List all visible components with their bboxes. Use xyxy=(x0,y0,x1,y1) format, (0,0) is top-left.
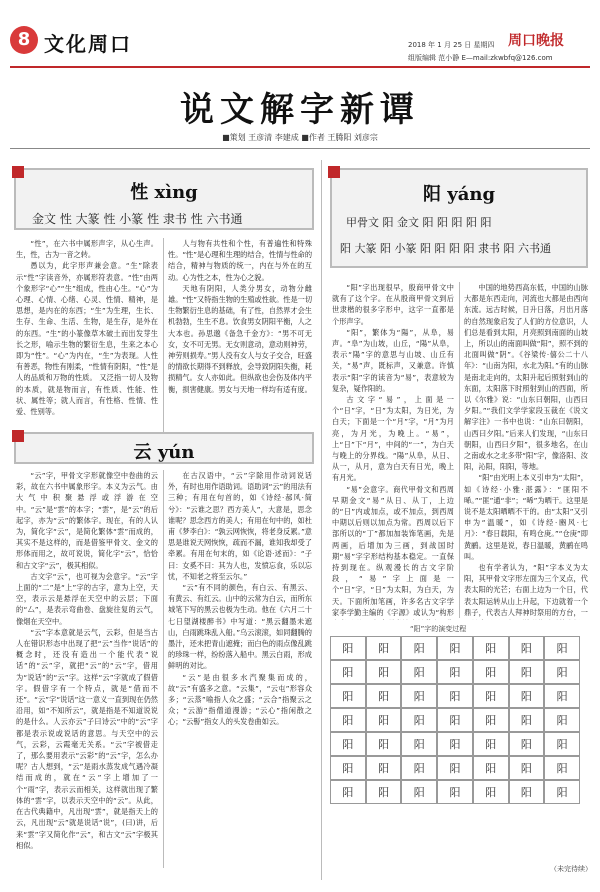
evolution-glyph-cell: 阳 xyxy=(544,660,580,684)
evolution-glyph-cell: 阳 xyxy=(401,756,437,780)
yun-title: 云 yún xyxy=(133,442,195,463)
xing-title-box xyxy=(14,168,314,230)
evolution-glyph-cell: 阳 xyxy=(437,708,473,732)
yun-paragraph: “云”有不同的颜色，有白云、有黑云、有黄云、有红云。山中的云常为白云，而所东城笔下写的黑云也极为生动。他在《六月二十七日望湖楼醉书》中写道：“黑云翻墨未遮山，白雨跳珠乱入船。”乌云滚滚，如同翻腾的墨汁，还未把青山遮掩；而白色的雨点像乱跳的珍珠一样，纷纷落入船中。黑云白雨，形成鲜明的对比。 xyxy=(168,583,312,671)
evolution-glyph-cell: 阳 xyxy=(509,732,545,756)
evolution-glyph-cell: 阳 xyxy=(509,636,545,660)
evolution-glyph-cell: 阳 xyxy=(401,636,437,660)
yun-paragraph: “云”字，甲骨文字形就像空中卷曲的云彩，故在六书中属象形字。本义为云气。由大气中积聚悬浮或浮游在空中。“云”是“雲”的本字；“雲”，是“云”的后起字，亦为“云”的繁体字。现在，有的人认为，简化字“云”，是简化繁体“雲”而成的，其实不是这样的，而是借鉴甲骨文、金文的形体而用之，故可说说，简化字“云”，恰恰和古文字“云”，极其相似。 xyxy=(16,471,158,570)
evolution-glyph-cell: 阳 xyxy=(509,780,545,804)
evolution-glyph-cell: 阳 xyxy=(509,684,545,708)
yang-title-box xyxy=(330,168,588,268)
evolution-glyph-cell: 阳 xyxy=(401,732,437,756)
page-header xyxy=(0,0,600,66)
evolution-glyph-cell: 阳 xyxy=(544,732,580,756)
xing-glyph-line: 金文 性 大篆 性 小篆 性 隶书 性 六书通 xyxy=(32,212,243,226)
evolution-glyph-cell: 阳 xyxy=(330,660,366,684)
evolution-glyph-cell: 阳 xyxy=(473,684,509,708)
yun-paragraph: 古文字“云”，也可视为会意字。“云”字上面的“二”是“上”字的古字，意为上空，天空，表示云是悬浮在天空中的云层；下面的“厶”，是表示弯曲卷、盘旋往复的云气，像烟在天空中。 xyxy=(16,571,158,626)
page-column-separator xyxy=(321,160,322,880)
title-divider xyxy=(10,148,590,149)
evolution-glyph-cell: 阳 xyxy=(366,780,402,804)
evolution-glyph-cell: 阳 xyxy=(437,684,473,708)
evolution-glyph-cell: 阳 xyxy=(401,708,437,732)
evolution-glyph-cell: 阳 xyxy=(401,660,437,684)
evolution-glyph-cell: 阳 xyxy=(437,756,473,780)
evolution-glyph-cell: 阳 xyxy=(509,756,545,780)
yun-title-box xyxy=(14,432,314,464)
newspaper-logo: 周口晚报 xyxy=(508,33,564,49)
evolution-glyph-cell: 阳 xyxy=(366,708,402,732)
evolution-glyph-cell: 阳 xyxy=(473,756,509,780)
yang-paragraph: 也有学者认为，“阳”字本义为太阳，其甲骨文字形左面为三个叉点，代表太阳的光芒；右面上边为一个日，代表太阳运转从山上升起，下边就着一个鼎子，代表古人拜神时祭用的方台，一 xyxy=(464,563,588,617)
evolution-glyph-cell: 阳 xyxy=(366,684,402,708)
evolution-table-caption: “阳”字的演变过程 xyxy=(410,625,467,633)
evolution-glyph-cell: 阳 xyxy=(544,756,580,780)
xing-column-1 xyxy=(16,238,158,436)
yang-paragraph: “阳”由光明上本义引申为“太阳”，如《诗经·小雅·湛露》：“匪阳不晞。”“匪”通“非”；“晞”为晒干。这里是说不是太阳晒晒不干的。由“太阳”又引申为“温暖”，如《诗经·豳风·七月》：“春日载阳，有鸣仓庚。”“仓庚”即黄鹂。这里是说，春日温暖，黄鹂在鸣叫。 xyxy=(464,473,588,561)
yun-column-2 xyxy=(168,470,312,870)
byline: ■策划 王彦清 李建成 ■作者 王腾阳 刘彦宗 xyxy=(222,133,378,142)
yun-paragraph: “云”是由很多水汽聚集而成的，故“云”有盛多之意。“云集”，“云屯”形容众多；“云蒸”喻指人众之盛；“云合”指聚云之众；“云游”指僧道漫游；“云心”指闲散之心；“云髻”指女人的头发卷曲如云。 xyxy=(168,672,312,727)
evolution-glyph-cell: 阳 xyxy=(401,684,437,708)
column-separator xyxy=(163,238,164,434)
evolution-glyph-cell: 阳 xyxy=(544,636,580,660)
yun-column-1 xyxy=(16,470,158,870)
section-name: 文化周口 xyxy=(44,32,132,56)
evolution-glyph-cell: 阳 xyxy=(366,756,402,780)
page-number: 8 xyxy=(10,26,38,54)
evolution-glyph-cell: 阳 xyxy=(473,636,509,660)
editor-line: 组版编辑 范小静 E—mail:zkwbfq@126.com xyxy=(408,54,553,62)
evolution-glyph-cell: 阳 xyxy=(330,636,366,660)
evolution-glyph-cell: 阳 xyxy=(473,708,509,732)
yang-column-1 xyxy=(332,282,454,620)
yang-title: 阳 yáng xyxy=(422,184,496,205)
yang-column-2 xyxy=(464,282,588,620)
evolution-glyph-cell: 阳 xyxy=(473,732,509,756)
evolution-glyph-cell: 阳 xyxy=(509,708,545,732)
yang-glyph-line-2: 阳 大篆 阳 小篆 阳 阳 阳 阳 隶书 阳 六书通 xyxy=(340,242,551,255)
evolution-glyph-cell: 阳 xyxy=(437,660,473,684)
yun-paragraph: “云”字本意就是云气，云彩，但是当古人在错识形态中出现了把“云”当作“说话”的概念时，还没有造出一个能代表“说话”的“云”字，就把“云”的“云”字，借用为“说话”的“云”字。这样“云”字就成了假借字。假借字有一个特点，就是“借而不还”。“云”字“说话”这一意义一直到现在仍然沿用，如“不知所云”，就是指是不知道说说的是什么。人云亦云”子曰诗云“中的“云”字都是表示说或说话的意思。与天空中的云气，云彩，云霞毫无关系。“云”字被借走了，那么要用表示“云彩”的“云”字，怎么办呢？古人想到，“云”是雨水蒸发成气遇冷凝结而成的，就在“云”字上增加了一个“雨”字，表示云而相关，这样就出现了繁体的“雲”字，以表示天空中的“云”。从此，在古代典籍中，凡出现“雲”，就是指天上的云，凡出现“云”就是说话“说”，(曰)讲，后来“雲”字又简化作“云”，和古文“云”字极其相似。 xyxy=(16,627,158,850)
xing-title: 性 xìng xyxy=(130,182,198,203)
column-separator xyxy=(459,282,460,618)
box-corner xyxy=(328,166,340,178)
page-title: 说文解字新谭 xyxy=(180,90,420,130)
evolution-glyph-cell: 阳 xyxy=(330,732,366,756)
evolution-glyph-cell: 阳 xyxy=(473,780,509,804)
evolution-glyph-cell: 阳 xyxy=(330,684,366,708)
xing-paragraph: 人与物有共性和个性，有普遍性和特殊性。“性”是心理和生理的结合，性情与性命的结合，精神与物质的统一，内在与外在的互动。心为性之本，性为心之貌。 xyxy=(168,239,312,282)
yun-paragraph: 在古汉语中，“云”字除用作动词说话外，有时也用作语助词。语助词“云”的用法有三种；有用在句首的，如《诗经·郝风·简兮》：“云谁之思？西方美人”，大意是，思念谁呢？思念西方的美人；有用在句中的，如杜甫《梦李白》：“孰云网恢恢，将老身反累。”意思是谁说天网恢恢，疏而不漏，谁知我却受了牵累。有用在句末的，如《论语·述而》：“子曰：女奚不曰：其为人也，发愤忘食，乐以忘忧，不知老之将至云尔。” xyxy=(168,471,312,581)
evolution-glyph-cell: 阳 xyxy=(366,636,402,660)
evolution-glyph-cell: 阳 xyxy=(401,780,437,804)
yang-paragraph: “阳”，繁体为“陽”，从阜，易声。“阜”为山坡，山丘，“陽”从阜，表示“陽”字的意思与山坡、山丘有关，“易”声，既标声，又兼意。许慎表示“阳”字的读音为“易”，表意较为复杂，疑作阳的。 xyxy=(332,327,454,393)
evolution-glyph-cell: 阳 xyxy=(330,756,366,780)
evolution-glyph-cell: 阳 xyxy=(509,660,545,684)
column-separator xyxy=(163,470,164,868)
evolution-table xyxy=(330,636,580,804)
evolution-glyph-cell: 阳 xyxy=(366,660,402,684)
xing-paragraph: 愚以为，此字形声兼会意。“生”除表示“性”字读音外，亦属形符表意。“性”由两个象形字“心”“生”组成，性由心生。“心”为心理、心情、心绪、心灵、性情、精神，是思想，是内在的东西；“生”为生理，生长、生存、生命、生活、生物，是生存，是外在的东西。“生”的小篆像草木破土而出发芽生长之形，喻示生物的繁衍生息，生来之本心即为“性”。“心”为内在，“生”为表现。人性有善恶，物性有刚柔，“性情有阴阳，“性”是人的品质和万物的性质。 又泛指一切人及物的本质，就是物而言，有性质、性能、性状、属性等；就人而言，有性格、性情、性爱、性别等。 xyxy=(16,261,158,417)
box-corner xyxy=(12,166,24,178)
header-divider xyxy=(10,66,590,68)
evolution-glyph-cell: 阳 xyxy=(366,732,402,756)
evolution-glyph-cell: 阳 xyxy=(473,660,509,684)
to-be-continued: （未完待续） xyxy=(550,865,592,873)
evolution-glyph-cell: 阳 xyxy=(330,708,366,732)
xing-paragraph: 天地有阴阳，人类分男女，动物分雌雄。“性”又特指生物的生殖或性欲。性是一切生物繁衍生息的基础，有了性，自然界才会生机勃勃，生生不息。饮食男女阴阳平衡，人之大本也。孙思邈《备急千金方》：“男不可无女，女不可无男。无女则意动，意动则神劳，神劳则损寿。”男人没有女人与女子交合，旺盛的情欲长期得不到释放，会导致阴阳失衡，耗损精气。女人亦如此。但纵欲也会伤及体内平衡，损害健康。男女与天地一样均有适有度。 xyxy=(168,283,312,394)
yang-paragraph: 古文字“易”，上面是一个“日”字，“日”为太阳，为日光，为白天；下面是一个“月”字，“月”为月亮，为月光，为晚上。“易”，上“日”下“月”，中间的“一”，为白天与晚上的分界线。“陽”从阜，从日、从一，从月，意为白天有日光，晚上有月光。 xyxy=(332,395,454,483)
xing-paragraph: “性”，在六书中属形声字，从心生声。生，性，古为一音之转。 xyxy=(16,239,158,260)
evolution-glyph-cell: 阳 xyxy=(330,780,366,804)
date-line: 2018 年 1 月 25 日 星期四 xyxy=(408,41,495,49)
evolution-glyph-cell: 阳 xyxy=(544,780,580,804)
evolution-glyph-cell: 阳 xyxy=(544,708,580,732)
xing-column-2 xyxy=(168,238,312,436)
evolution-glyph-cell: 阳 xyxy=(437,780,473,804)
yang-glyph-line-1: 甲骨文 阳 金文 阳 阳 阳 阳 阳 xyxy=(346,216,492,229)
yang-paragraph: “易”会意字。商代甲骨文和西周早期金文“易”从日、从丁，上边的“日”内或加点，或不加点，到西周中期以后则以加点为常。西周以后下部所以的“丁”都加加装饰笔画，先是两画，后增加为三画，到战国时期“易”字字形结构基本稳定。一直保持到现在。纵观漫长的古文字阶段，“易”字上面是一个“日”字，“日”为太阳，为白天，为天。下面所加笔画，许多名古文字学家李学勤主编的《字源》或认为“构形 xyxy=(332,484,454,617)
yang-paragraph: 中国的地势西高东低，中国的山脉大都是东西走向，河流也大都是由西向东流。远古时候，日升日落，月出月落的自然现象启发了人们的方位意识，人们总是看到太阳，月亮照到南面的山坡上，所以山的南面叫做“阳”，照不到的北面叫做“阴”。《谷梁传·僖公二十八年》：“山南为阳，水北为阳。”有的山脉是南北走向的，太阳升起后照射到山的东面，太阳落下时照射到山的西面，所以《尔雅》说：“山东曰朝阳，山西曰夕阳。”“我们文学学家段玉裁在《说文解字注》一书中也说：“山东曰朝阳，山西曰夕阳。”后来人们发现，“山东曰朝阳，山西曰夕阳”，很多地名，在山之南或水之北多带“阳”字，像洛阳、汝阳，沁阳，阳阳，等地。 xyxy=(464,283,588,472)
evolution-glyph-cell: 阳 xyxy=(437,732,473,756)
evolution-glyph-cell: 阳 xyxy=(437,636,473,660)
yang-paragraph: “阳”字出现很早，殷商甲骨文中就有了这个字。在从殷商甲骨文到后世隶楷的很多字形中，这字一直都是个形声字。 xyxy=(332,283,454,326)
evolution-glyph-cell: 阳 xyxy=(544,684,580,708)
